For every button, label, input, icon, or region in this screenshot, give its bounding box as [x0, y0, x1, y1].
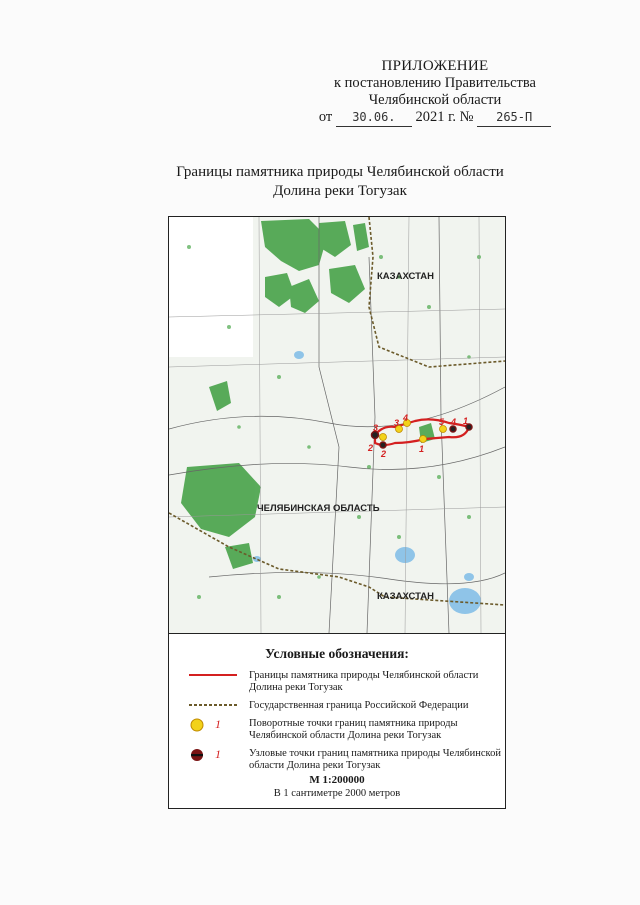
document-title — [0, 163, 640, 201]
document-title-line-2: Долина реки Тогузак — [273, 183, 407, 199]
order-year: 2021 г. № — [415, 109, 474, 125]
order-number: 265-П — [477, 109, 551, 127]
point-label-2b: 2 — [381, 449, 387, 459]
node-circle-icon — [187, 747, 239, 765]
point-label-5: 5 — [439, 417, 445, 427]
legend-num-node: 1 — [215, 747, 221, 761]
appendix-title: ПРИЛОЖЕНИЕ — [381, 58, 489, 74]
node-point-2 — [380, 442, 386, 448]
legend-title: Условные обозначения: — [265, 646, 409, 661]
point-label-2a: 2 — [368, 443, 374, 453]
red-line-icon — [187, 671, 239, 683]
legend-text-state-border: Государственная граница Российской Федерации — [249, 700, 469, 711]
legend-num-turning: 1 — [215, 717, 221, 731]
scale-ratio: М 1:200000 — [309, 774, 365, 786]
map-label-kazakhstan-south: КАЗАХСТАН — [377, 591, 434, 602]
legend — [168, 634, 506, 809]
map-blank-area — [169, 217, 253, 357]
turning-point-2 — [380, 434, 387, 441]
map-label-chelyabinsk-region: ЧЕЛЯБИНСКАЯ ОБЛАСТЬ — [257, 503, 380, 514]
appendix-line-1: к постановлению Правительства — [334, 75, 536, 91]
order-prefix: от — [318, 109, 333, 125]
turning-point-1 — [420, 436, 427, 443]
dashed-border-icon — [187, 699, 239, 711]
point-label-3: 3 — [373, 423, 379, 433]
legend-text-turning-points: Поворотные точки границ памятника природы Челябинской области Долина реки Тогузак — [249, 718, 458, 741]
scale-block — [169, 774, 505, 800]
point-label-3b: 3 — [394, 418, 400, 428]
scale-note: В 1 сантиметре 2000 метров — [273, 788, 401, 799]
map-frame — [168, 216, 506, 634]
point-label-4b: 4 — [451, 417, 457, 427]
map-label-kazakhstan-north: КАЗАХСТАН — [377, 271, 434, 282]
point-label-1b: 1 — [463, 416, 469, 426]
yellow-circle-icon — [187, 717, 239, 735]
legend-text-boundary: Границы памятника природы Челябинской области Долина реки Тогузак — [249, 670, 479, 693]
order-line — [285, 109, 585, 127]
appendix-header — [285, 58, 585, 127]
map-canvas — [169, 217, 505, 633]
point-label-1: 1 — [419, 444, 425, 454]
order-date: 30.06. — [336, 109, 412, 127]
document-title-line-1: Границы памятника природы Челябинской области — [176, 164, 504, 180]
legend-text-node-points: Узловые точки границ памятника природы Челябинской области Долина реки Тогузак — [249, 748, 501, 771]
appendix-line-2: Челябинской области — [368, 92, 502, 108]
point-label-4: 4 — [403, 413, 409, 423]
